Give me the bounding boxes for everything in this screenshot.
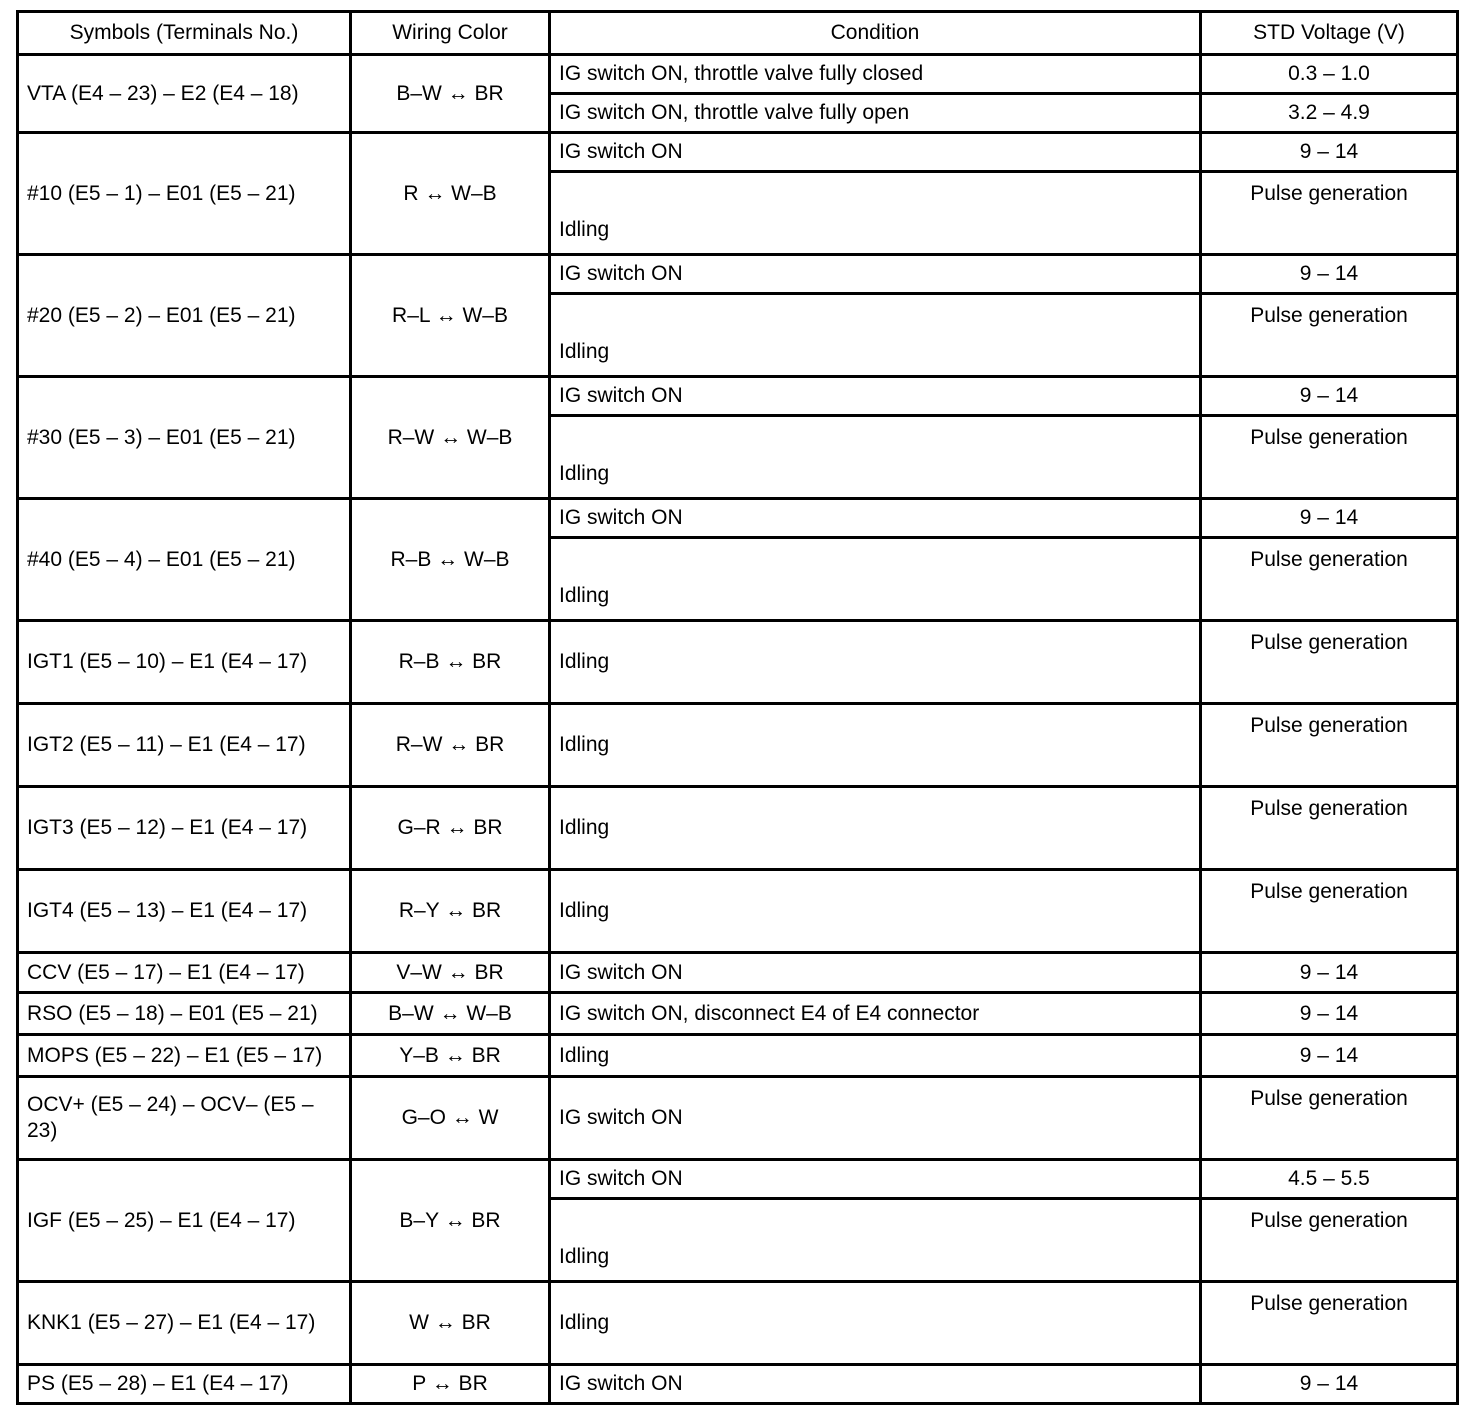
condition-cell: IG switch ON (550, 1160, 1201, 1199)
condition-cell: Idling (550, 294, 1201, 377)
condition-cell: Idling (550, 1199, 1201, 1282)
table-row (18, 55, 1458, 94)
voltage-cell: 9 – 14 (1201, 993, 1458, 1035)
voltage-cell: Pulse generation (1201, 294, 1458, 377)
symbol-cell: #20 (E5 – 2) – E01 (E5 – 21) (18, 255, 351, 377)
table-row (18, 621, 1458, 704)
wiring-color-cell: Y–B ↔ BR (351, 1035, 550, 1077)
voltage-cell: 9 – 14 (1201, 1035, 1458, 1077)
symbol-cell: CCV (E5 – 17) – E1 (E4 – 17) (18, 953, 351, 993)
condition-cell: Idling (550, 1282, 1201, 1365)
terminal-voltage-table (16, 10, 1459, 1405)
voltage-cell: Pulse generation (1201, 1199, 1458, 1282)
voltage-cell: Pulse generation (1201, 1077, 1458, 1160)
voltage-cell: Pulse generation (1201, 787, 1458, 870)
header-std-voltage: STD Voltage (V) (1201, 12, 1458, 55)
symbol-cell: IGT3 (E5 – 12) – E1 (E4 – 17) (18, 787, 351, 870)
condition-cell: IG switch ON (550, 377, 1201, 416)
voltage-cell: 9 – 14 (1201, 499, 1458, 538)
wiring-color-cell: V–W ↔ BR (351, 953, 550, 993)
condition-cell: IG switch ON (550, 1365, 1201, 1404)
wiring-color-cell: B–W ↔ BR (351, 55, 550, 133)
symbol-cell: IGT1 (E5 – 10) – E1 (E4 – 17) (18, 621, 351, 704)
wiring-color-cell: B–Y ↔ BR (351, 1160, 550, 1282)
wiring-color-cell: P ↔ BR (351, 1365, 550, 1404)
voltage-cell: 9 – 14 (1201, 255, 1458, 294)
voltage-cell: Pulse generation (1201, 172, 1458, 255)
voltage-cell: 4.5 – 5.5 (1201, 1160, 1458, 1199)
wiring-color-cell: W ↔ BR (351, 1282, 550, 1365)
condition-cell: IG switch ON (550, 1077, 1201, 1160)
symbol-cell: #30 (E5 – 3) – E01 (E5 – 21) (18, 377, 351, 499)
symbol-cell: #10 (E5 – 1) – E01 (E5 – 21) (18, 133, 351, 255)
wiring-color-cell: R–B ↔ W–B (351, 499, 550, 621)
symbol-cell: IGF (E5 – 25) – E1 (E4 – 17) (18, 1160, 351, 1282)
table-row (18, 1365, 1458, 1404)
header-wiring-color: Wiring Color (351, 12, 550, 55)
voltage-cell: Pulse generation (1201, 704, 1458, 787)
condition-cell: IG switch ON (550, 953, 1201, 993)
symbol-cell: VTA (E4 – 23) – E2 (E4 – 18) (18, 55, 351, 133)
symbol-cell: OCV+ (E5 – 24) – OCV– (E5 – 23) (18, 1077, 351, 1160)
symbol-cell: IGT4 (E5 – 13) – E1 (E4 – 17) (18, 870, 351, 953)
table-row (18, 870, 1458, 953)
condition-cell: Idling (550, 1035, 1201, 1077)
header-symbols: Symbols (Terminals No.) (18, 12, 351, 55)
table-row (18, 704, 1458, 787)
condition-cell: IG switch ON, throttle valve fully closed (550, 55, 1201, 94)
table-row (18, 953, 1458, 993)
wiring-color-cell: B–W ↔ W–B (351, 993, 550, 1035)
wiring-color-cell: R–B ↔ BR (351, 621, 550, 704)
condition-cell: Idling (550, 172, 1201, 255)
condition-cell: IG switch ON, throttle valve fully open (550, 94, 1201, 133)
condition-cell: IG switch ON (550, 499, 1201, 538)
condition-cell: IG switch ON (550, 255, 1201, 294)
header-row (18, 12, 1458, 55)
condition-cell: Idling (550, 621, 1201, 704)
voltage-cell: Pulse generation (1201, 416, 1458, 499)
voltage-cell: 3.2 – 4.9 (1201, 94, 1458, 133)
condition-cell: Idling (550, 787, 1201, 870)
wiring-color-cell: G–R ↔ BR (351, 787, 550, 870)
condition-cell: Idling (550, 538, 1201, 621)
wiring-color-cell: R ↔ W–B (351, 133, 550, 255)
voltage-cell: Pulse generation (1201, 621, 1458, 704)
voltage-cell: 9 – 14 (1201, 1365, 1458, 1404)
condition-cell: Idling (550, 416, 1201, 499)
voltage-cell: 0.3 – 1.0 (1201, 55, 1458, 94)
table-row (18, 993, 1458, 1035)
wiring-color-cell: R–W ↔ W–B (351, 377, 550, 499)
table-row (18, 787, 1458, 870)
symbol-cell: IGT2 (E5 – 11) – E1 (E4 – 17) (18, 704, 351, 787)
symbol-cell: RSO (E5 – 18) – E01 (E5 – 21) (18, 993, 351, 1035)
wiring-color-cell: R–Y ↔ BR (351, 870, 550, 953)
table-row (18, 1035, 1458, 1077)
condition-cell: Idling (550, 870, 1201, 953)
symbol-cell: MOPS (E5 – 22) – E1 (E5 – 17) (18, 1035, 351, 1077)
wiring-color-cell: R–W ↔ BR (351, 704, 550, 787)
condition-cell: IG switch ON, disconnect E4 of E4 connector (550, 993, 1201, 1035)
table-row (18, 1282, 1458, 1365)
condition-cell: IG switch ON (550, 133, 1201, 172)
table-row (18, 255, 1458, 294)
voltage-cell: 9 – 14 (1201, 133, 1458, 172)
table-row (18, 1160, 1458, 1199)
symbol-cell: #40 (E5 – 4) – E01 (E5 – 21) (18, 499, 351, 621)
voltage-cell: Pulse generation (1201, 538, 1458, 621)
symbol-cell: KNK1 (E5 – 27) – E1 (E4 – 17) (18, 1282, 351, 1365)
voltage-cell: 9 – 14 (1201, 377, 1458, 416)
voltage-cell: Pulse generation (1201, 1282, 1458, 1365)
table-row (18, 1077, 1458, 1160)
voltage-cell: 9 – 14 (1201, 953, 1458, 993)
symbol-cell: PS (E5 – 28) – E1 (E4 – 17) (18, 1365, 351, 1404)
wiring-color-cell: R–L ↔ W–B (351, 255, 550, 377)
table-row (18, 133, 1458, 172)
wiring-color-cell: G–O ↔ W (351, 1077, 550, 1160)
table-row (18, 499, 1458, 538)
condition-cell: Idling (550, 704, 1201, 787)
voltage-cell: Pulse generation (1201, 870, 1458, 953)
header-condition: Condition (550, 12, 1201, 55)
table-row (18, 377, 1458, 416)
